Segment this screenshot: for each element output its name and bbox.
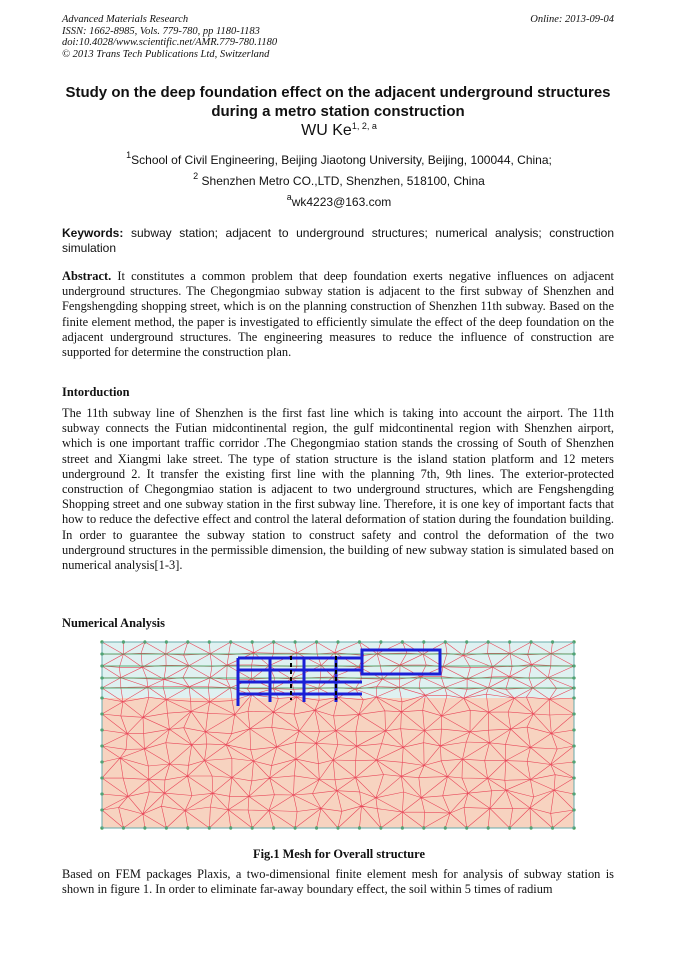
- affiliation-2: $^2$ Shenzhen Metro CO.,LTD, Shenzhen, 518100, China: [193, 171, 485, 188]
- journal-name: Advanced Materials Research: [62, 14, 189, 25]
- journal-header: [62, 14, 614, 60]
- keywords: [62, 226, 614, 256]
- author-name: WU Ke: [301, 122, 352, 139]
- intro-paragraph: The 11th subway line of Shenzhen is the first fast line which is taking into account the airport. The 11th subway connects the Futian midcontinental region, the gulf midcontinental region with Shenzhen airport, which is one important traffic corridor .The Chegongmiao station stands the crossing of South of Shenzhen street and Xiangmi lake street. The type of station structure is the island station platform and 12 meters underground 2. It transfer the existing first line with the planning 7th, 9th lines. The exterior-protected construction of Chegongmiao station is adjacent to two underground structures, which are Fengshengding Shopping street and one subway station in the first subway line. Therefore, it is one key of important facts that how to reduce the defective effect and control the lateral deformation of station during the foundation building. In order to guarantee the subway station to construct safety and control the deformation of the two underground structures in the permissible dimension, the building of new subway station is simulated based on numerical analysis[1-3].: [62, 406, 614, 573]
- keywords-label: Keywords:: [62, 226, 124, 240]
- figure-caption: Fig.1 Mesh for Overall structure: [253, 847, 425, 861]
- mesh-figure: [100, 640, 576, 830]
- author-sup: 1, 2, a: [351, 121, 377, 131]
- issn: ISSN: 1662-8985, Vols. 779-780, pp 1180-1183: [62, 25, 260, 37]
- abstract: [62, 269, 614, 360]
- copyright: © 2013 Trans Tech Publications Ltd, Switzerland: [62, 48, 270, 60]
- intro-heading: Intorduction: [62, 385, 130, 399]
- keywords-text: subway station; adjacent to underground structures; numerical analysis; construction simulation: [62, 226, 614, 255]
- online-date: Online: 2013-09-04: [530, 14, 614, 25]
- numerical-heading: Numerical Analysis: [62, 616, 165, 630]
- affiliation-1: $^1$School of Civil Engineering, Beijing Jiaotong University, Beijing, 100044, China;: [126, 150, 552, 167]
- abstract-text: It constitutes a common problem that deep foundation exerts negative influences on adjacent underground structures. The Chegongmiao subway station is adjacent to the first subway of Shenzhen and Fengshengding shopping street, which is on the planning construction of Shenzhen 11th subway. Based on the finite element method, the paper is investigated to efficiently simulate the effect of the deep foundation on the adjacent underground structures. The engineering measures to reduce the influence of construction are supported for determine the construction plan.: [62, 269, 614, 360]
- doi: doi:10.4028/www.scientific.net/AMR.779-780.1180: [62, 37, 278, 48]
- numerical-paragraph: Based on FEM packages Plaxis, a two-dimensional finite element mesh for analysis of subway station is shown in figure 1. In order to eliminate far-away boundary effect, the soil within 5 times of radium: [62, 867, 614, 897]
- author: [0, 121, 678, 140]
- paper-title: Study on the deep foundation effect on the adjacent underground structures during a metro station construction: [65, 84, 611, 120]
- abstract-label: Abstract.: [62, 269, 112, 283]
- email: $^a$wk4223@163.com: [286, 192, 392, 209]
